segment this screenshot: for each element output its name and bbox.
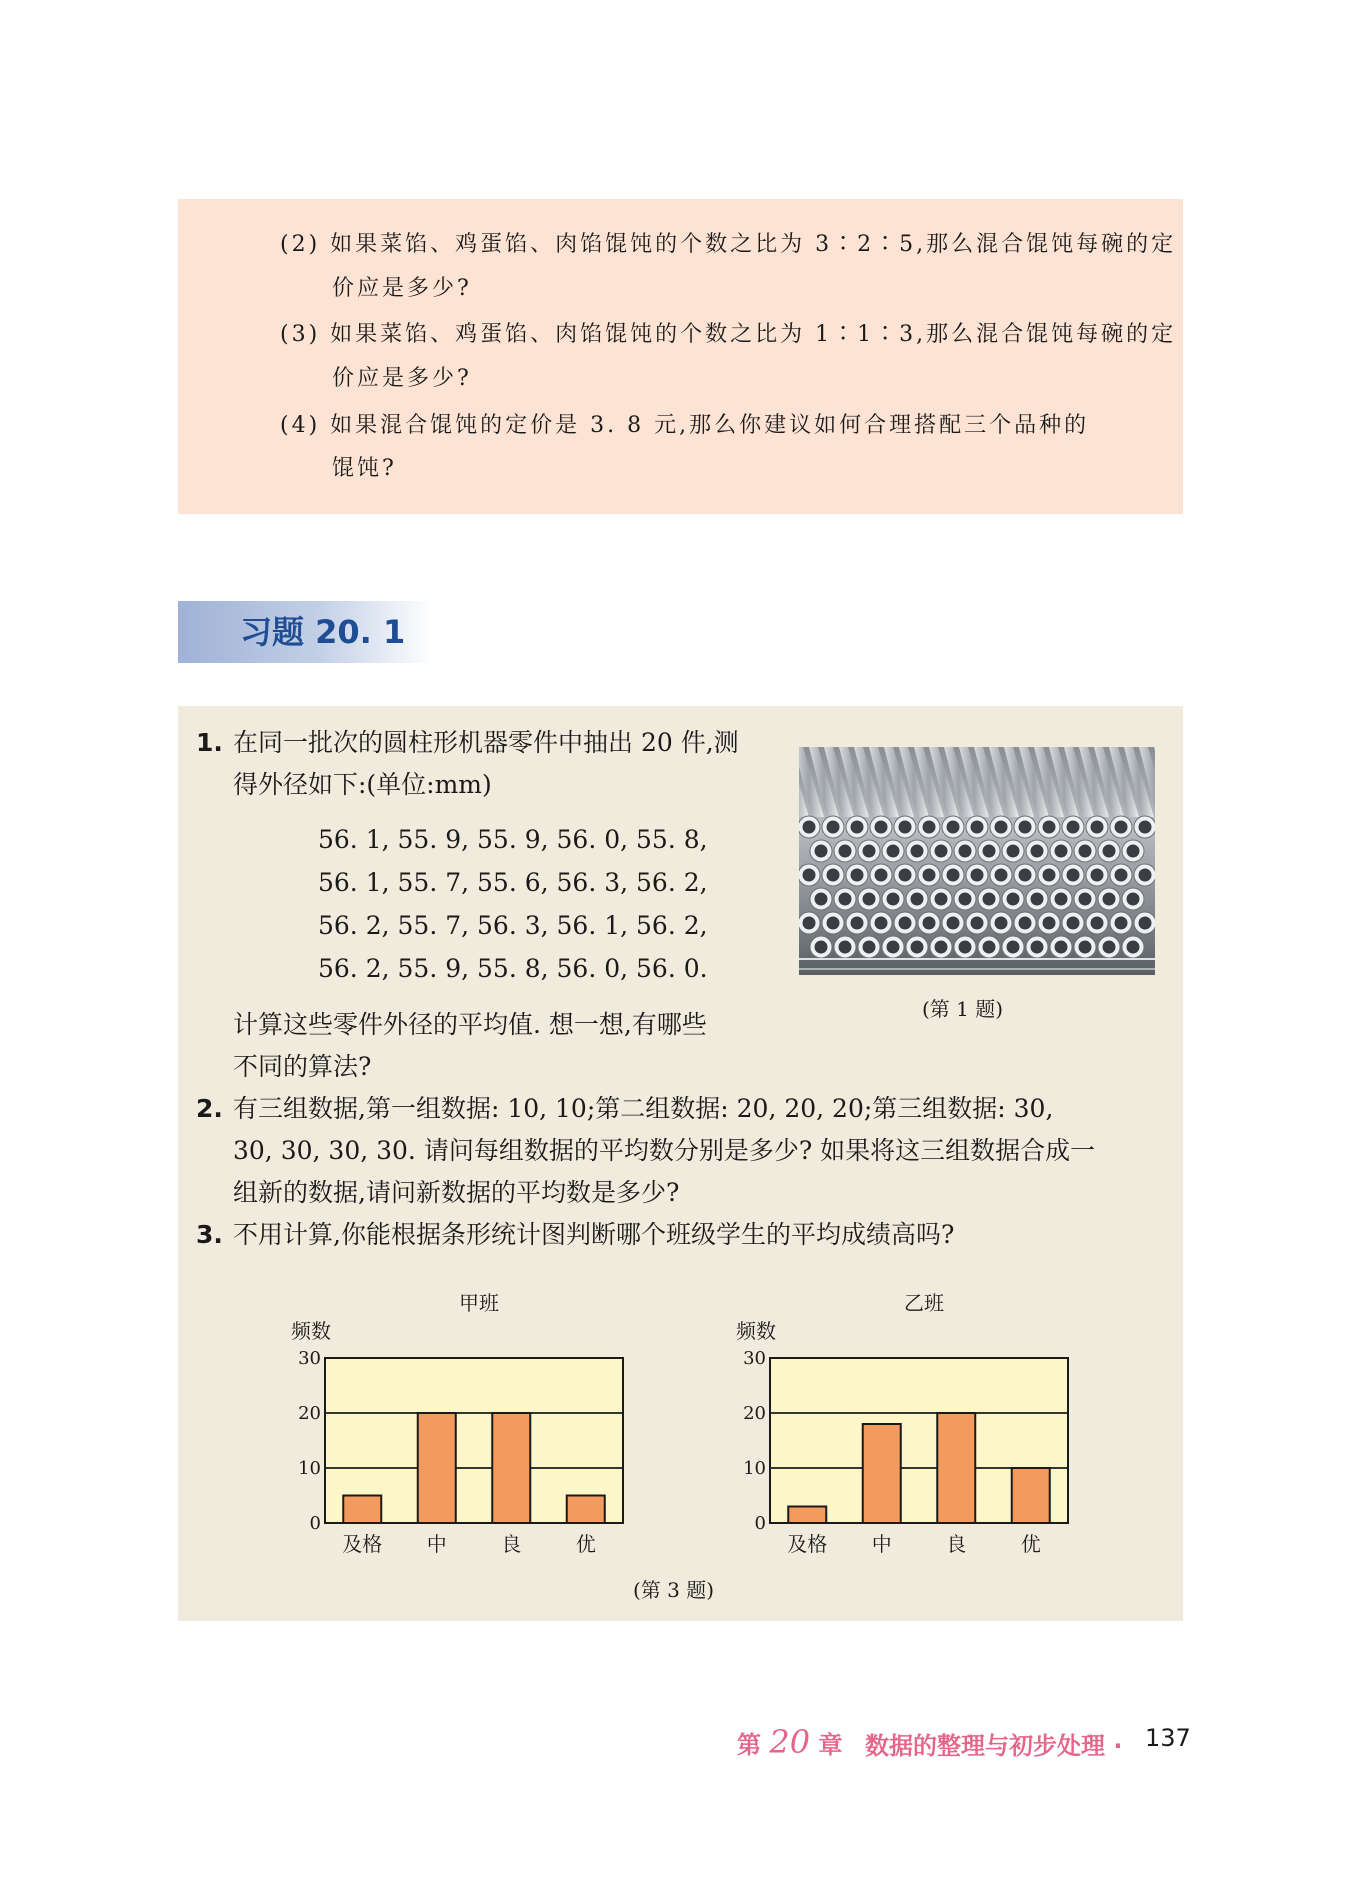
x-tick-label: 优 xyxy=(1020,1532,1041,1556)
page-number: 137 xyxy=(1145,1724,1191,1752)
x-tick-label: 及格 xyxy=(787,1532,828,1556)
exercise-1-data-row-4: 56. 2, 55. 9, 55. 8, 56. 0, 56. 0. xyxy=(318,954,708,983)
question-2-line-1: (2) 如果菜馅、鸡蛋馅、肉馅馄饨的个数之比为 3∶2∶5,那么混合馄饨每碗的定 xyxy=(280,232,1177,257)
chart-title: 乙班 xyxy=(904,1291,944,1315)
exercise-1-line-4: 不同的算法? xyxy=(233,1052,372,1081)
question-2-line-2: 价应是多少? xyxy=(332,276,472,301)
x-tick-label: 中 xyxy=(426,1532,447,1556)
y-tick-label: 20 xyxy=(743,1403,766,1424)
y-tick-label: 30 xyxy=(298,1348,321,1369)
y-tick-label: 0 xyxy=(754,1513,766,1534)
exercise-1-data-row-3: 56. 2, 55. 7, 56. 3, 56. 1, 56. 2, xyxy=(318,911,708,940)
exercise-1-line-2: 得外径如下:(单位:mm) xyxy=(233,770,492,799)
x-tick-label: 及格 xyxy=(342,1532,383,1556)
exercise-1-number: 1. xyxy=(196,728,223,757)
footer-chapter-suffix: 章 xyxy=(818,1731,843,1759)
y-tick-label: 10 xyxy=(298,1458,321,1479)
footer-chapter-label xyxy=(737,1723,842,1761)
bar xyxy=(863,1424,901,1523)
exercise-2-line-1: 有三组数据,第一组数据: 10, 10;第二组数据: 20, 20, 20;第三组数据: 30, xyxy=(233,1094,1054,1123)
exercise-2-line-3: 组新的数据,请问新数据的平均数是多少? xyxy=(233,1178,680,1207)
y-axis-label: 频数 xyxy=(736,1319,776,1343)
bar xyxy=(1012,1468,1050,1523)
exercise-2-number: 2. xyxy=(196,1094,223,1123)
question-4-line-1: (4) 如果混合馄饨的定价是 3. 8 元,那么你建议如何合理搭配三个品种的 xyxy=(280,413,1090,438)
metal-tubes-photo xyxy=(799,747,1155,975)
footer-chapter-number: 20 xyxy=(769,1723,811,1761)
y-axis-label: 频数 xyxy=(291,1319,331,1343)
bar xyxy=(492,1413,530,1523)
x-tick-label: 良 xyxy=(501,1532,522,1556)
footer-chapter-title: 数据的整理与初步处理 · xyxy=(865,1732,1123,1760)
x-tick-label: 良 xyxy=(946,1532,967,1556)
bar xyxy=(567,1496,605,1524)
question-3-line-2: 价应是多少? xyxy=(332,366,472,391)
bar xyxy=(343,1496,381,1524)
exercise-1-line-3: 计算这些零件外径的平均值. 想一想,有哪些 xyxy=(233,1010,707,1039)
exercise-2-line-2: 30, 30, 30, 30. 请问每组数据的平均数分别是多少? 如果将这三组数据合成一 xyxy=(233,1136,1096,1165)
bar xyxy=(418,1413,456,1523)
exercise-1-data-row-1: 56. 1, 55. 9, 55. 9, 56. 0, 55. 8, xyxy=(318,825,708,854)
y-tick-label: 10 xyxy=(743,1458,766,1479)
question-4-line-2: 馄饨? xyxy=(332,456,397,481)
bar-chart-class-yi xyxy=(730,1288,1090,1558)
x-tick-label: 优 xyxy=(575,1532,596,1556)
section-title: 习题 20. 1 xyxy=(240,613,406,651)
footer-chapter-prefix: 第 xyxy=(737,1731,761,1759)
x-tick-label: 中 xyxy=(871,1532,892,1556)
bar-chart-class-jia xyxy=(285,1288,645,1558)
bar xyxy=(937,1413,975,1523)
bar xyxy=(788,1507,826,1524)
y-tick-label: 30 xyxy=(743,1348,766,1369)
exercise-1-data-row-2: 56. 1, 55. 7, 55. 6, 56. 3, 56. 2, xyxy=(318,868,708,897)
y-tick-label: 0 xyxy=(309,1513,321,1534)
exercise-3-caption: (第 3 题) xyxy=(633,1578,715,1602)
chart-title: 甲班 xyxy=(459,1291,499,1315)
exercise-3-number: 3. xyxy=(196,1220,223,1249)
y-tick-label: 20 xyxy=(298,1403,321,1424)
exercise-3-line-1: 不用计算,你能根据条形统计图判断哪个班级学生的平均成绩高吗? xyxy=(233,1220,955,1249)
exercise-1-line-1: 在同一批次的圆柱形机器零件中抽出 20 件,测 xyxy=(233,728,739,757)
exercise-1-photo-caption: (第 1 题) xyxy=(922,997,1004,1021)
question-3-line-1: (3) 如果菜馅、鸡蛋馅、肉馅馄饨的个数之比为 1∶1∶3,那么混合馄饨每碗的定 xyxy=(280,322,1177,347)
